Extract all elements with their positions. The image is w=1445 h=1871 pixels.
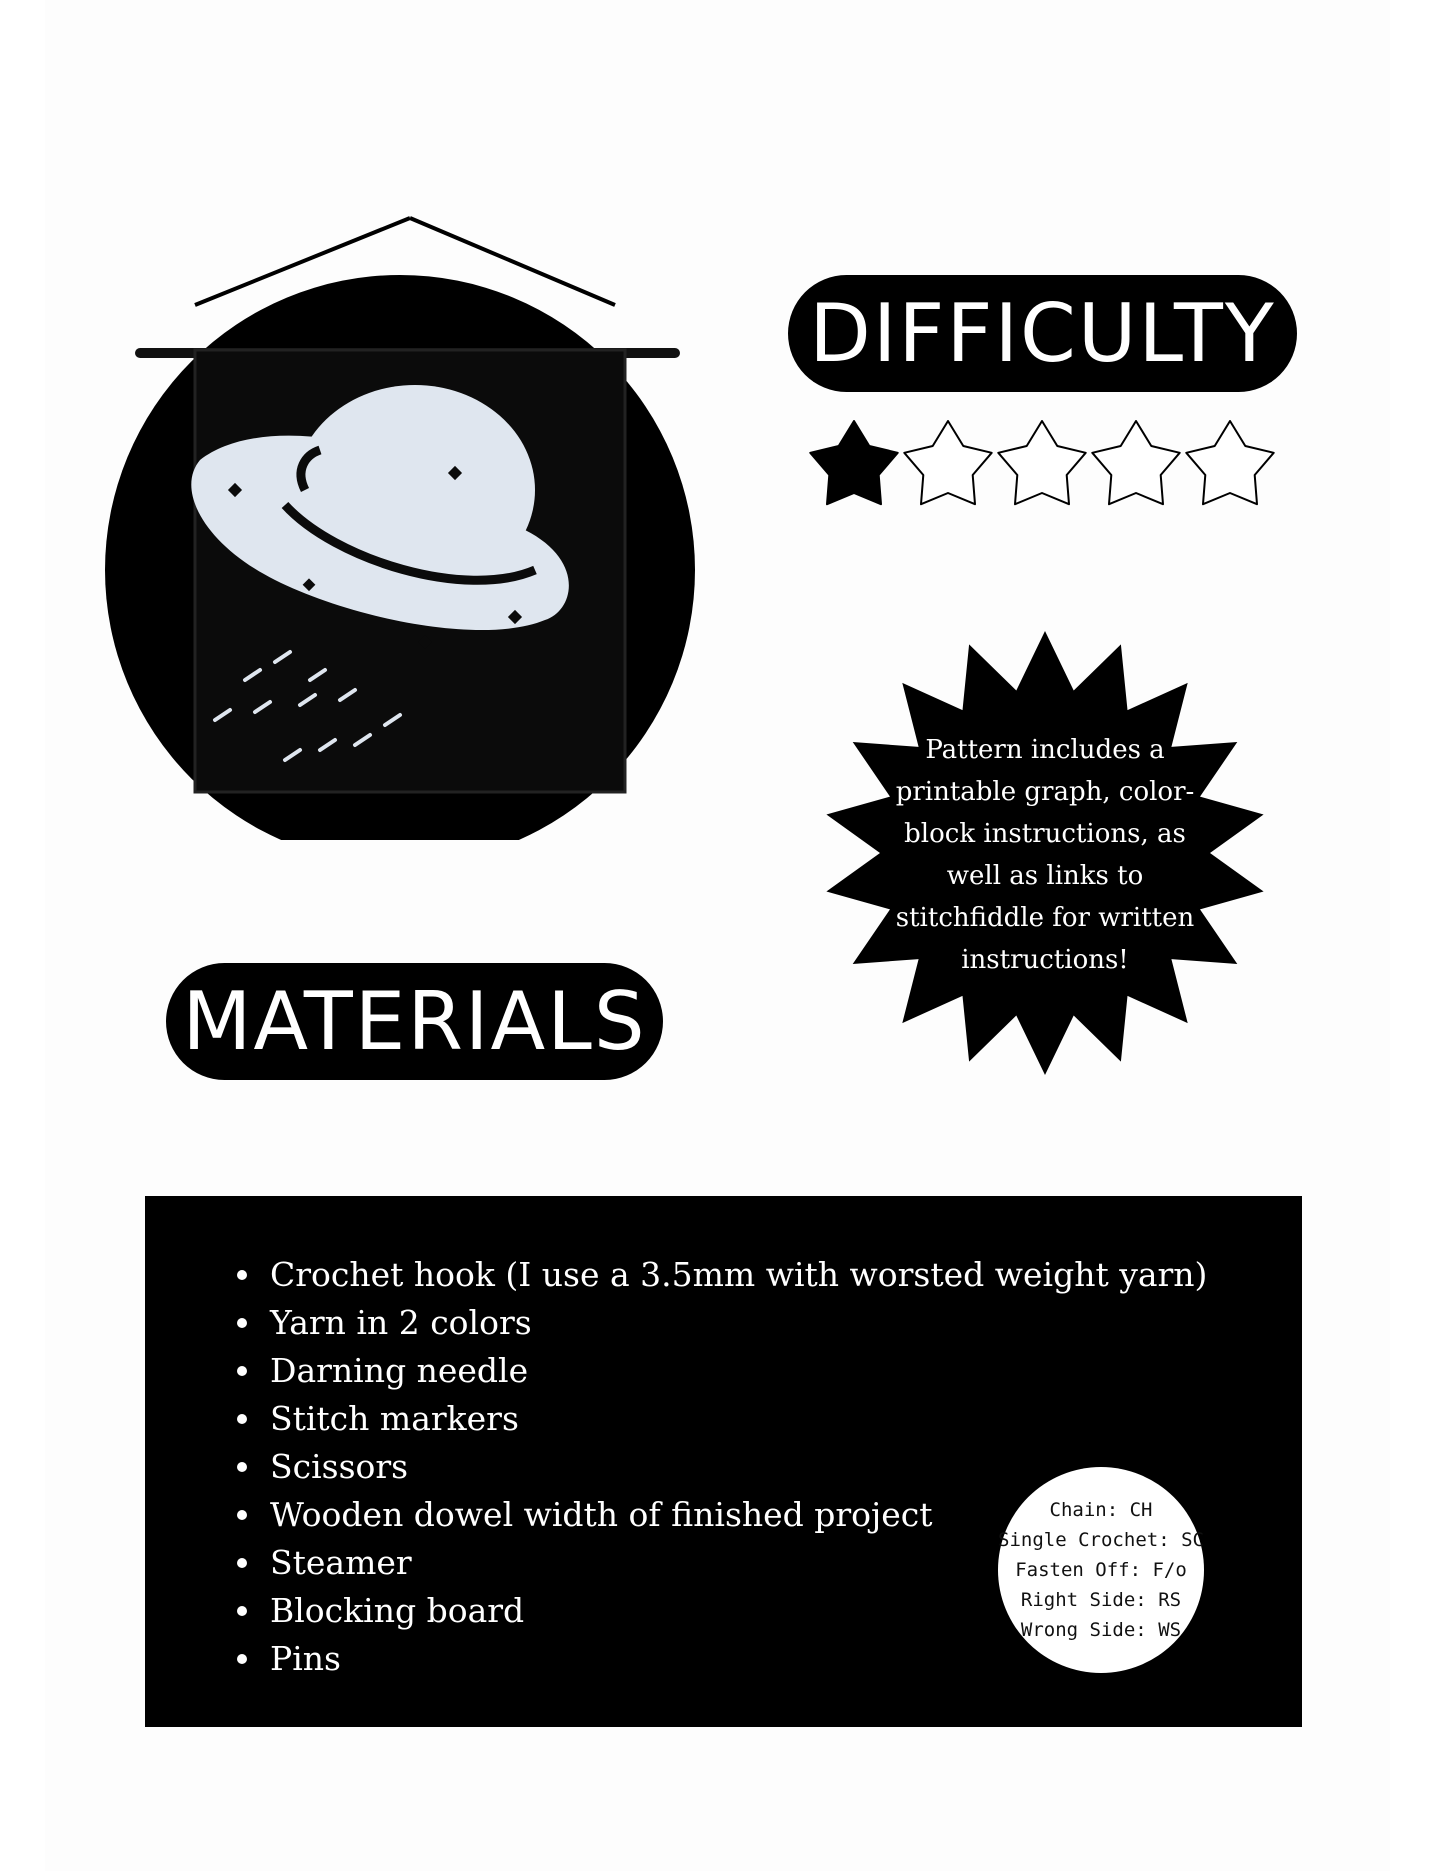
promo-line: block instructions, as	[904, 819, 1186, 849]
materials-heading: MATERIALS	[166, 963, 663, 1080]
abbreviation-line: Right Side: RS	[1020, 1589, 1182, 1611]
list-item: Stitch markers	[270, 1395, 1207, 1443]
bullet-icon	[237, 1510, 247, 1520]
bullet-icon	[237, 1366, 247, 1376]
bullet-icon	[237, 1414, 247, 1424]
promo-line: instructions!	[961, 945, 1129, 975]
abbreviation-line: Single Crochet: SC	[998, 1529, 1204, 1551]
bullet-icon	[237, 1606, 247, 1616]
list-item: Pins	[270, 1635, 1207, 1683]
list-item: Blocking board	[270, 1587, 1207, 1635]
abbreviation-line: Chain: CH	[1049, 1499, 1153, 1521]
list-item: Scissors	[270, 1443, 1207, 1491]
list-item: Wooden dowel width of finished project	[270, 1491, 1207, 1539]
product-photo	[105, 200, 705, 840]
pattern-includes-text	[875, 729, 1215, 981]
star-empty-icon	[904, 421, 991, 504]
star-empty-icon	[1186, 421, 1273, 504]
abbreviation-line: Wrong Side: WS	[1020, 1619, 1182, 1641]
promo-line: well as links to	[946, 861, 1144, 891]
abbreviation-line: Fasten Off: F/o	[1015, 1559, 1187, 1581]
star-filled-icon	[810, 421, 897, 504]
star-empty-icon	[1092, 421, 1179, 504]
bullet-icon	[237, 1270, 247, 1280]
bullet-icon	[237, 1318, 247, 1328]
bullet-icon	[237, 1558, 247, 1568]
abbreviations-circle	[998, 1467, 1204, 1673]
list-item: Crochet hook (I use a 3.5mm with worsted weight yarn)	[270, 1251, 1207, 1299]
bullet-icon	[237, 1654, 247, 1664]
promo-line: stitchfiddle for written	[895, 903, 1195, 933]
promo-line: printable graph, color-	[895, 777, 1195, 807]
list-item: Darning needle	[270, 1347, 1207, 1395]
difficulty-rating	[806, 415, 1286, 511]
difficulty-heading: DIFFICULTY	[788, 275, 1297, 392]
promo-line: Pattern includes a	[925, 735, 1165, 765]
star-empty-icon	[998, 421, 1085, 504]
list-item: Steamer	[270, 1539, 1207, 1587]
bullet-icon	[237, 1462, 247, 1472]
list-item: Yarn in 2 colors	[270, 1299, 1207, 1347]
